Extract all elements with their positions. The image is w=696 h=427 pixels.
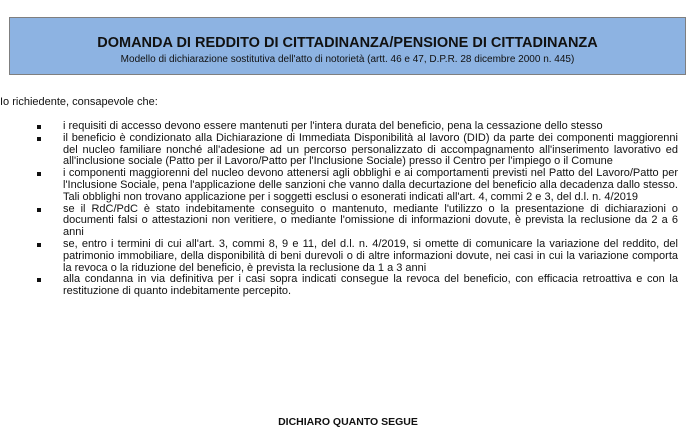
square-bullet-icon (37, 208, 41, 212)
bullet-text: il beneficio è condizionato alla Dichiarazione di Immediata Disponibilità al lavoro (DID) da parte dei componenti maggiorenni del nucleo familiare nonché all'adesione ad un percorso personalizzato di accompagnamento all'inserimento lavorativo ed all'inclusione sociale (Patto per il Lavoro/Patto per l'Inclusione Sociale) presso il Centro per l'impiego o il Comune (63, 131, 678, 168)
bullet-list (0, 121, 696, 298)
bullet-item-did (0, 133, 696, 168)
bullet-text: se il RdC/PdC è stato indebitamente conseguito o mantenuto, mediante l'utilizzo o la presentazione di dichiarazioni o documenti falsi o attestazioni non veritiere, o mediante l'omissione di informazioni dovute, è prevista la reclusione da 2 a 6 anni (63, 202, 678, 239)
bullet-item-reclusione-2-6 (0, 204, 696, 239)
bullet-text: alla condanna in via definitiva per i casi sopra indicati consegue la revoca del beneficio, con efficacia retroattiva e con la restituzione di quanto indebitamente percepito. (63, 273, 678, 298)
square-bullet-icon (37, 125, 41, 129)
document-title: DOMANDA DI REDDITO DI CITTADINANZA/PENSIONE DI CITTADINANZA (97, 35, 598, 51)
square-bullet-icon (37, 172, 41, 176)
square-bullet-icon (37, 243, 41, 247)
bullet-text: i requisiti di accesso devono essere mantenuti per l'intera durata del beneficio, pena la cessazione dello stesso (63, 120, 603, 132)
bullet-item-obblighi (0, 168, 696, 203)
bullet-item-revoca (0, 274, 696, 298)
square-bullet-icon (37, 278, 41, 282)
header-box (9, 17, 686, 75)
bullet-text: i componenti maggiorenni del nucleo devono attenersi agli obblighi e ai comportamenti previsti nel Patto del Lavoro/Patto per l'Inclusione Sociale, pena l'applicazione delle sanzioni che vanno dalla decurtazione del beneficio alla decadenza dallo stesso. Tali obblighi non trovano applicazione per i soggetti esclusi o esonerati indicati all'art. 4, commi 2 e 3, del d.l. n. 4/2019 (63, 167, 678, 203)
bullet-text: se, entro i termini di cui all'art. 3, commi 8, 9 e 11, del d.l. n. 4/2019, si omette di comunicare la variazione del reddito, del patrimonio immobiliare, della disponibilità di beni durevoli o di altre informazioni dovute, nei casi in cui la variazione comporta la revoca o la riduzione del beneficio, è prevista la reclusione da 1 a 3 anni (63, 237, 678, 274)
section-title: DICHIARO QUANTO SEGUE (278, 416, 418, 427)
document-subtitle: Modello di dichiarazione sostitutiva dell'atto di notorietà (artt. 46 e 47, D.P.R. 28 dicembre 2000 n. 445) (120, 54, 575, 65)
intro-text: Io richiedente, consapevole che: (0, 96, 158, 108)
bullet-item-reclusione-1-3 (0, 239, 696, 274)
square-bullet-icon (37, 137, 41, 141)
